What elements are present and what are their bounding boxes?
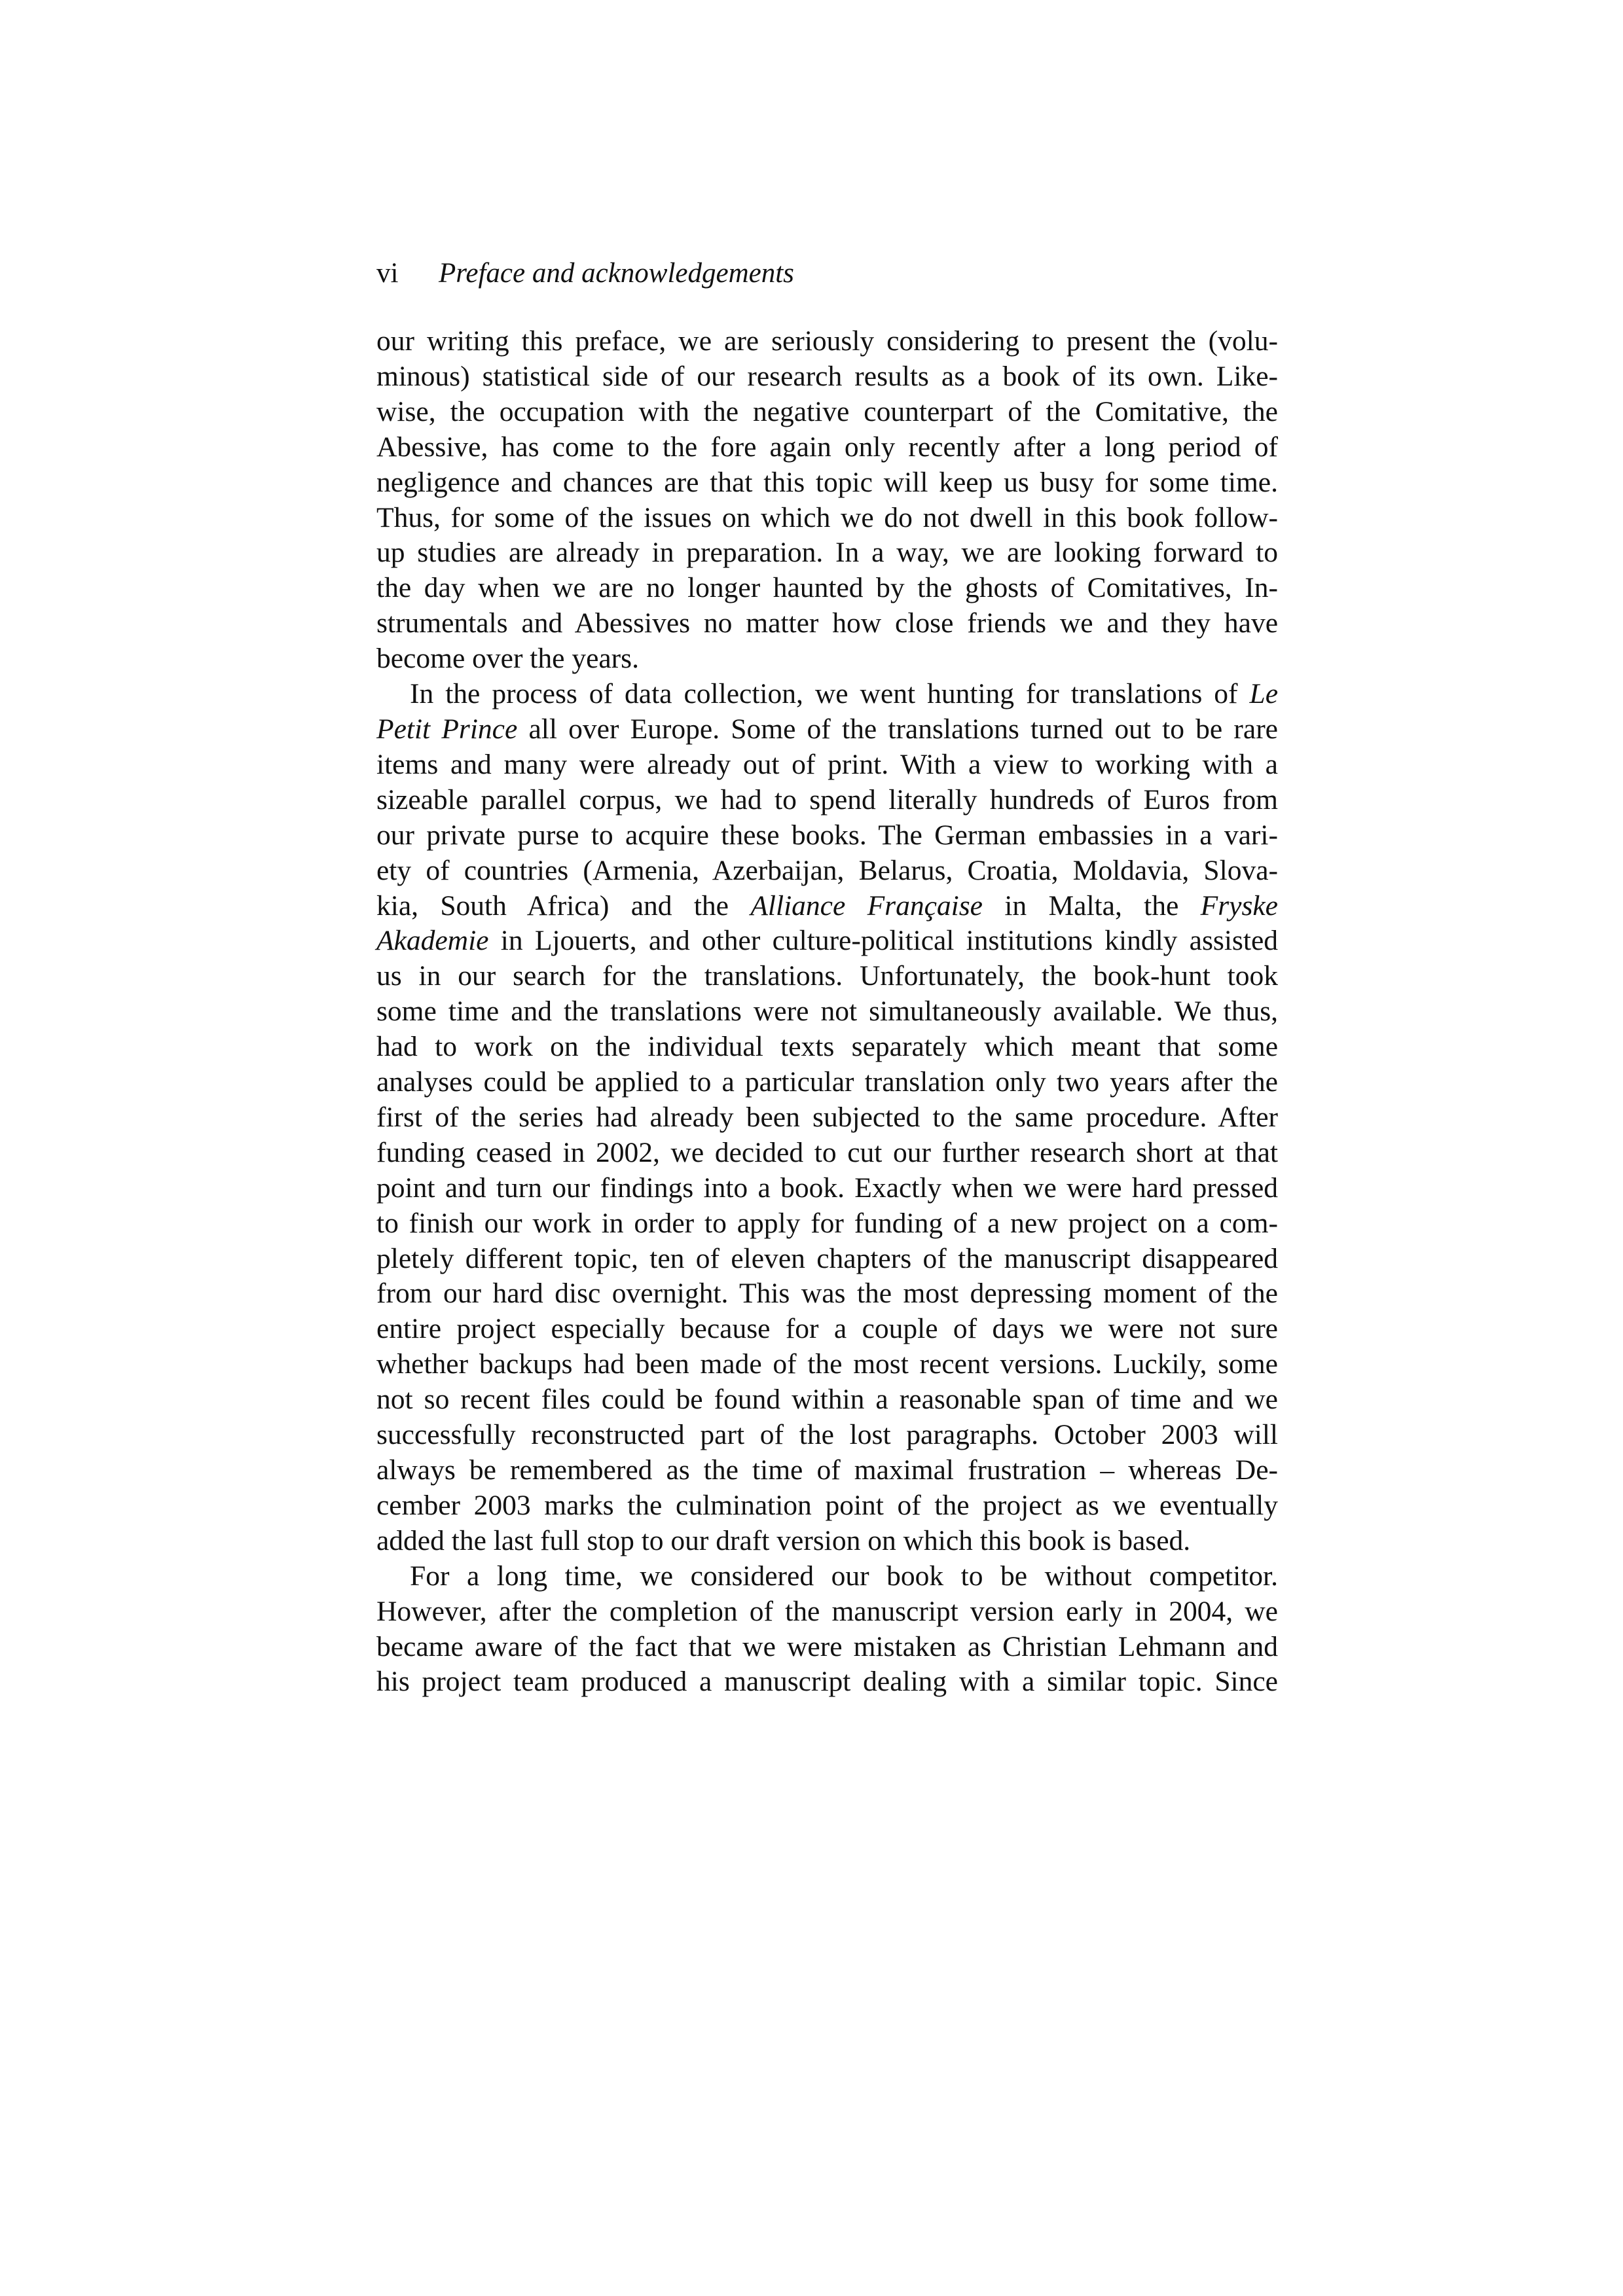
text-line: [376, 1594, 1278, 1630]
italic-text: Akademie: [376, 925, 489, 957]
text-line: [376, 606, 1278, 641]
text-segment: us in our search for the translations. Unfortunately, the book-hunt took: [376, 960, 1278, 992]
text-line: [376, 959, 1278, 994]
text-segment: negligence and chances are that this topic will keep us busy for some time.: [376, 466, 1278, 498]
text-segment: from our hard disc overnight. This was the most depressing moment of the: [376, 1278, 1278, 1310]
text-line: [376, 465, 1278, 501]
text-line: [376, 1100, 1278, 1136]
text-segment: all over Europe. Some of the translations turned out to be rare: [517, 713, 1278, 745]
text-line: [376, 924, 1278, 959]
text-line: [376, 818, 1278, 853]
text-segment: funding ceased in 2002, we decided to cut our further research short at that: [376, 1136, 1278, 1168]
text-segment: ety of countries (Armenia, Azerbaijan, Belarus, Croatia, Moldavia, Slova-: [376, 854, 1278, 886]
text-segment: had to work on the individual texts separately which meant that some: [376, 1031, 1278, 1063]
body-text: [376, 324, 1278, 1700]
text-segment: his project team produced a manuscript dealing with a similar topic. Since: [376, 1666, 1278, 1698]
text-line: [376, 747, 1278, 783]
text-line: [376, 1136, 1278, 1171]
text-segment: in Malta, the: [982, 889, 1201, 922]
text-line: [376, 677, 1278, 712]
text-line: [376, 395, 1278, 430]
text-segment: pletely different topic, ten of eleven chapters of the manuscript disappeared: [376, 1242, 1278, 1274]
text-segment: always be remembered as the time of maximal frustration – whereas De-: [376, 1454, 1278, 1486]
text-line: [376, 1347, 1278, 1382]
text-segment: entire project especially because for a couple of days we were not sure: [376, 1313, 1278, 1345]
text-segment: Abessive, has come to the fore again only recently after a long period of: [376, 431, 1278, 463]
text-line: [376, 1242, 1278, 1277]
text-segment: first of the series had already been subjected to the same procedure. After: [376, 1101, 1278, 1133]
running-head: [376, 253, 1293, 295]
text-line: [376, 1488, 1278, 1524]
text-line: [376, 1630, 1278, 1665]
italic-text: Le: [1249, 678, 1278, 710]
text-segment: successfully reconstructed part of the lost paragraphs. October 2003 will: [376, 1419, 1278, 1451]
text-line: [376, 853, 1278, 889]
text-segment: our writing this preface, we are seriously considering to present the (volu-: [376, 325, 1278, 357]
text-segment: cember 2003 marks the culmination point of the project as we eventually: [376, 1489, 1278, 1521]
text-line: [376, 1559, 1278, 1594]
text-segment: sizeable parallel corpus, we had to spend literally hundreds of Euros from: [376, 783, 1278, 816]
text-segment: become over the years.: [376, 643, 639, 675]
text-segment: became aware of the fact that we were mistaken as Christian Lehmann and: [376, 1630, 1278, 1662]
text-line: [376, 1065, 1278, 1100]
text-segment: not so recent files could be found within a reasonable span of time and we: [376, 1384, 1278, 1416]
text-line: [376, 430, 1278, 465]
italic-text: Alliance Française: [750, 889, 983, 922]
text-line: [376, 1382, 1278, 1418]
text-line: [376, 1453, 1278, 1488]
text-line: [376, 783, 1278, 818]
text-line: [376, 1030, 1278, 1065]
text-segment: whether backups had been made of the most recent versions. Luckily, some: [376, 1348, 1278, 1380]
italic-text: Petit Prince: [376, 713, 518, 745]
text-line: [376, 1171, 1278, 1206]
text-segment: the day when we are no longer haunted by the ghosts of Comitatives, In-: [376, 572, 1278, 604]
text-line: [376, 571, 1278, 606]
text-line: [376, 1664, 1278, 1700]
text-segment: Thus, for some of the issues on which we do not dwell in this book follow-: [376, 501, 1278, 533]
paragraph: [376, 1559, 1278, 1700]
text-segment: wise, the occupation with the negative counterpart of the Comitative, the: [376, 395, 1278, 427]
text-segment: up studies are already in preparation. In a way, we are looking forward to: [376, 537, 1278, 569]
page-number: vi: [376, 258, 399, 289]
text-line: [376, 1524, 1278, 1559]
text-line: [376, 1418, 1278, 1453]
text-segment: For a long time, we considered our book to be without competitor.: [410, 1560, 1278, 1592]
text-line: [376, 889, 1278, 924]
text-line: [376, 535, 1278, 571]
text-segment: items and many were already out of print. With a view to working with a: [376, 748, 1278, 780]
text-line: [376, 1312, 1278, 1347]
text-segment: in Ljouerts, and other culture-political institutions kindly assisted: [488, 925, 1278, 957]
text-segment: In the process of data collection, we went hunting for translations of: [410, 678, 1250, 710]
text-segment: added the last full stop to our draft version on which this book is based.: [376, 1524, 1191, 1556]
text-segment: to finish our work in order to apply for funding of a new project on a com-: [376, 1207, 1278, 1239]
text-line: [376, 324, 1278, 359]
text-line: [376, 712, 1278, 747]
text-line: [376, 994, 1278, 1030]
text-line: [376, 501, 1278, 536]
text-segment: minous) statistical side of our research results as a book of its own. Like-: [376, 360, 1278, 392]
running-head-title: Preface and acknowledgements: [439, 258, 794, 289]
text-segment: strumentals and Abessives no matter how close friends we and they have: [376, 607, 1278, 639]
text-line: [376, 1276, 1278, 1312]
text-segment: However, after the completion of the manuscript version early in 2004, we: [376, 1595, 1278, 1627]
text-segment: some time and the translations were not simultaneously available. We thus,: [376, 996, 1278, 1028]
text-segment: point and turn our findings into a book. Exactly when we were hard pressed: [376, 1172, 1278, 1204]
text-segment: kia, South Africa) and the: [376, 889, 751, 922]
text-segment: analyses could be applied to a particular translation only two years after the: [376, 1066, 1278, 1098]
text-line: [376, 359, 1278, 395]
paragraph: [376, 677, 1278, 1559]
italic-text: Fryske: [1200, 889, 1278, 922]
text-segment: our private purse to acquire these books. The German embassies in a vari-: [376, 819, 1278, 851]
text-line: [376, 641, 1278, 677]
text-line: [376, 1206, 1278, 1242]
paragraph: [376, 324, 1278, 677]
